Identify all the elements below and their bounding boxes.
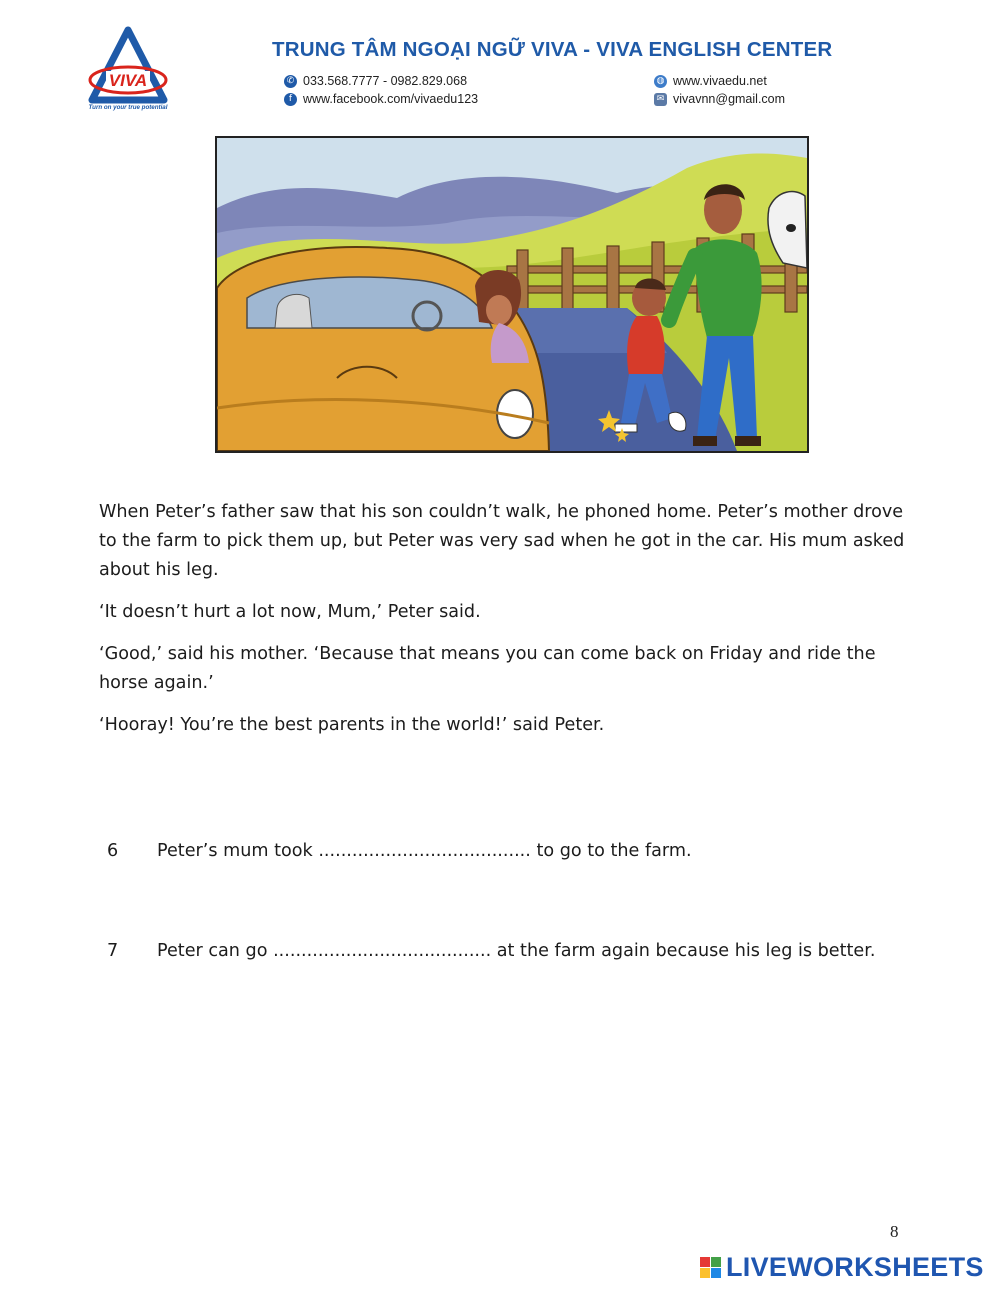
story-paragraph-2: ‘It doesn’t hurt a lot now, Mum,’ Peter said. bbox=[99, 602, 481, 622]
question-text: Peter’s mum took ...................................... to go to the farm. bbox=[157, 841, 692, 861]
liveworksheets-logo-icon bbox=[700, 1257, 721, 1278]
email-text: vivavnn@gmail.com bbox=[673, 92, 786, 106]
website-contact bbox=[654, 74, 767, 88]
story-text bbox=[99, 498, 922, 753]
center-name: TRUNG TÂM NGOẠI NGỮ VIVA - VIVA ENGLISH CENTER bbox=[272, 38, 833, 61]
question-number: 7 bbox=[107, 941, 119, 961]
story-illustration bbox=[215, 136, 809, 453]
phone-icon: ✆ bbox=[284, 75, 297, 88]
question-7 bbox=[107, 937, 887, 966]
question-6 bbox=[107, 837, 887, 866]
liveworksheets-wordmark: LIVEWORKSHEETS bbox=[726, 1252, 984, 1282]
globe-icon: ◍ bbox=[654, 75, 667, 88]
phone-text: 033.568.7777 - 0982.829.068 bbox=[303, 74, 468, 88]
logo-text: VIVA bbox=[108, 71, 148, 90]
question-text: Peter can go ....................................... at the farm again because his leg is better. bbox=[157, 941, 876, 961]
phone-contact bbox=[284, 74, 467, 88]
facebook-text: www.facebook.com/vivaedu123 bbox=[303, 92, 479, 106]
mail-icon: ✉ bbox=[654, 93, 667, 106]
page-number: 8 bbox=[890, 1222, 899, 1241]
website-text: www.vivaedu.net bbox=[673, 74, 767, 88]
facebook-contact bbox=[284, 92, 478, 106]
viva-logo bbox=[84, 26, 172, 112]
farm-car-scene bbox=[217, 138, 807, 451]
facebook-icon: f bbox=[284, 93, 297, 106]
story-paragraph-4: ‘Hooray! You’re the best parents in the world!’ said Peter. bbox=[99, 715, 605, 735]
email-contact bbox=[654, 92, 785, 106]
story-paragraph-1: When Peter’s father saw that his son couldn’t walk, he phoned home. Peter’s mother drove to the farm to pick them up, but Peter was very sad when he got in the car. His mum asked about his leg. bbox=[99, 502, 905, 580]
story-paragraph-3: ‘Good,’ said his mother. ‘Because that means you can come back on Friday and ride the horse again.’ bbox=[99, 644, 876, 693]
logo-tagline: Turn on your true potential bbox=[88, 104, 168, 111]
question-number: 6 bbox=[107, 841, 119, 861]
liveworksheets-brand bbox=[700, 1252, 984, 1283]
